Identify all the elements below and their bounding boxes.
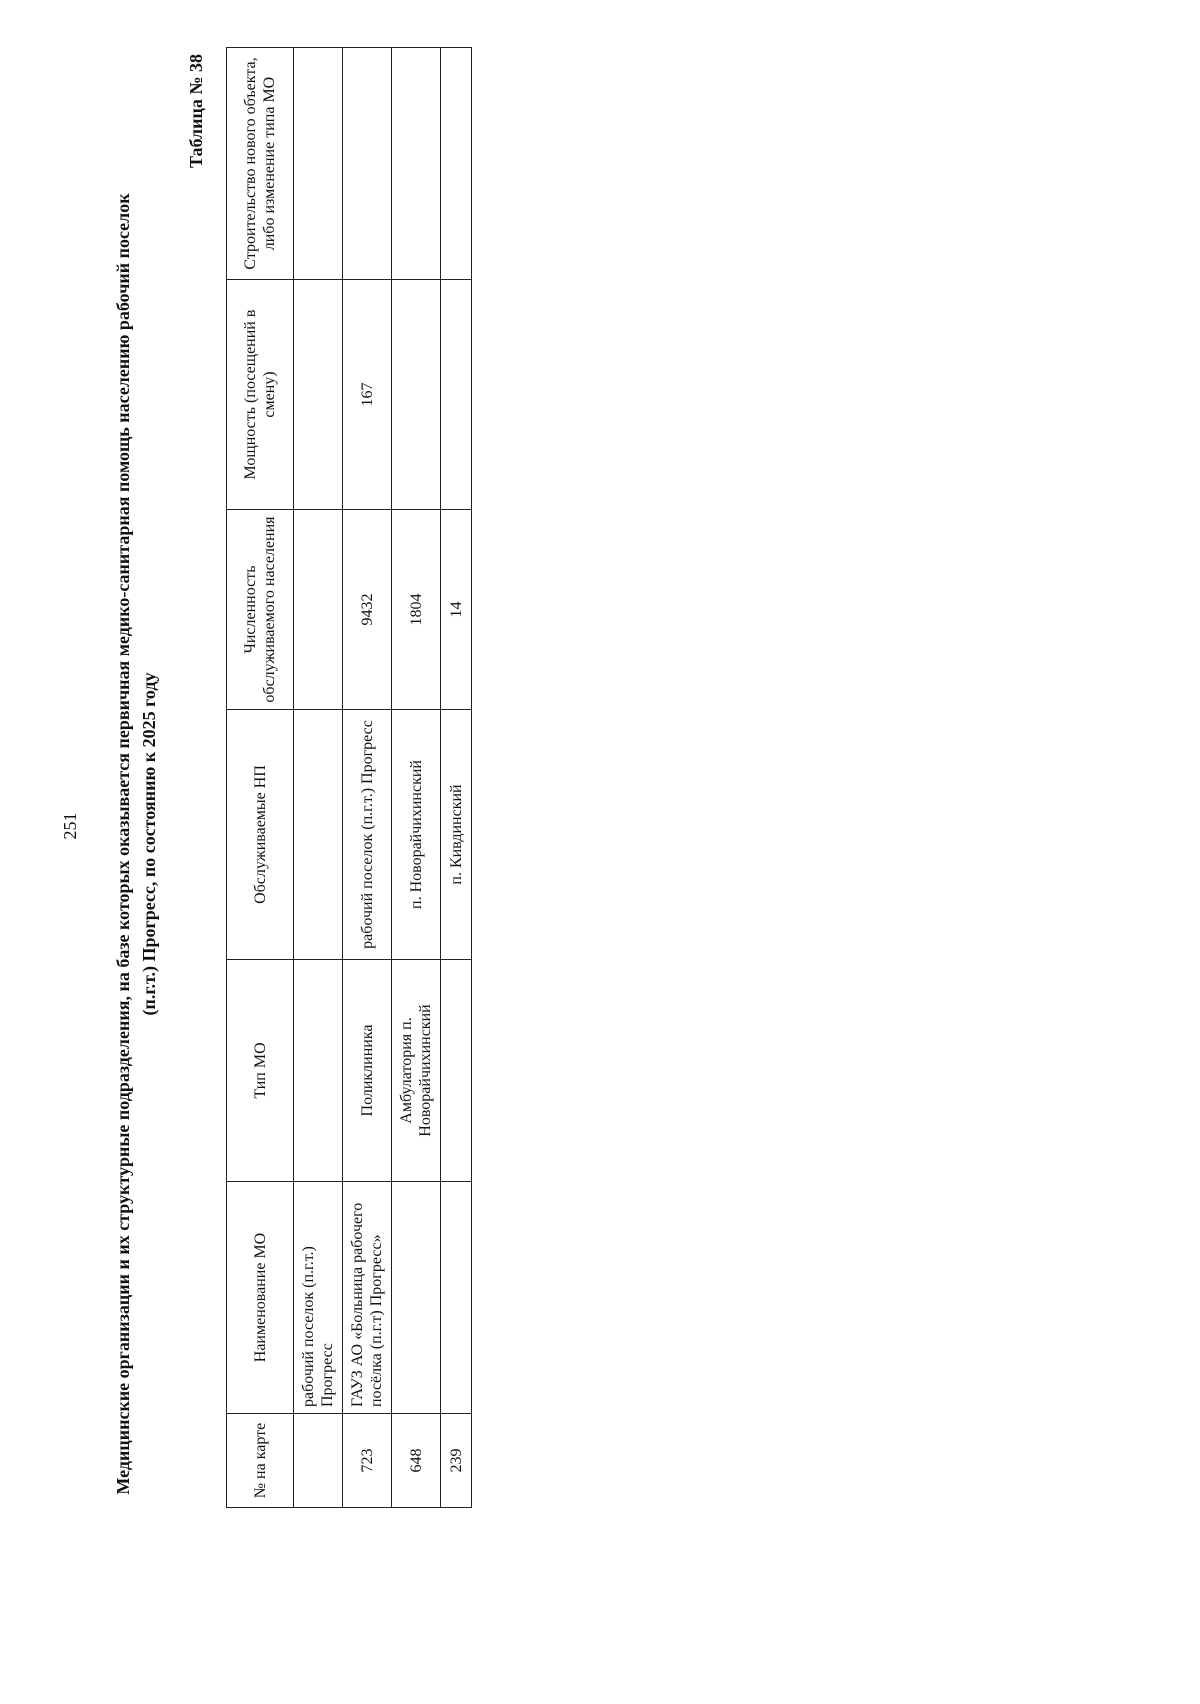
cell-capacity: 167	[343, 280, 392, 510]
cell-population: 14	[441, 510, 472, 710]
cell-capacity	[441, 280, 472, 510]
header-type: Тип МО	[227, 960, 294, 1182]
cell-num: 723	[343, 1414, 392, 1508]
header-population: Численность обслуживаемого населения	[227, 510, 294, 710]
cell-settlements: рабочий поселок (п.г.т.) Прогресс	[343, 710, 392, 960]
cell-construction	[343, 48, 392, 280]
table-label: Таблица № 38	[186, 54, 206, 169]
cell-num: 239	[441, 1414, 472, 1508]
cell-type	[441, 960, 472, 1182]
cell-type	[294, 960, 343, 1182]
cell-settlements: п. Кивдинский	[441, 710, 472, 960]
cell-type: Поликлиника	[343, 960, 392, 1182]
cell-name	[392, 1182, 441, 1414]
cell-population: 1804	[392, 510, 441, 710]
header-settlements: Обслуживаемые НП	[227, 710, 294, 960]
cell-name	[441, 1182, 472, 1414]
document-title: Медицинские организации и их структурные подразделения, на базе которых оказывается первичная медико-санитарная помощь населению рабочий поселок (п.г.т.) Прогресс, по состоянию к 2025 году	[113, 193, 159, 1495]
table-row	[441, 48, 472, 1508]
cell-settlements: п. Новорайчихинский	[392, 710, 441, 960]
cell-type: Амбулатория п. Новорайчихинский	[392, 960, 441, 1182]
table-row	[343, 48, 392, 1508]
cell-capacity	[294, 280, 343, 510]
table-row	[294, 48, 343, 1508]
cell-population	[294, 510, 343, 710]
cell-construction	[294, 48, 343, 280]
cell-construction	[441, 48, 472, 280]
table-row	[392, 48, 441, 1508]
facilities-table	[226, 47, 472, 1508]
cell-settlements	[294, 710, 343, 960]
header-construction: Строительство нового объекта, либо изменение типа МО	[227, 48, 294, 280]
cell-capacity	[392, 280, 441, 510]
header-name: Наименование МО	[227, 1182, 294, 1414]
cell-construction	[392, 48, 441, 280]
cell-name: рабочий поселок (п.г.т.) Прогресс	[294, 1182, 343, 1414]
cell-num: 648	[392, 1414, 441, 1508]
cell-name: ГАУЗ АО «Больница рабочего посёлка (п.г.т) Прогресс»	[343, 1182, 392, 1414]
header-num: № на карте	[227, 1414, 294, 1508]
cell-num	[294, 1414, 343, 1508]
header-capacity: Мощность (посещений в смену)	[227, 280, 294, 510]
page-number: 251	[60, 812, 80, 840]
cell-population: 9432	[343, 510, 392, 710]
table-header-row	[227, 48, 294, 1508]
